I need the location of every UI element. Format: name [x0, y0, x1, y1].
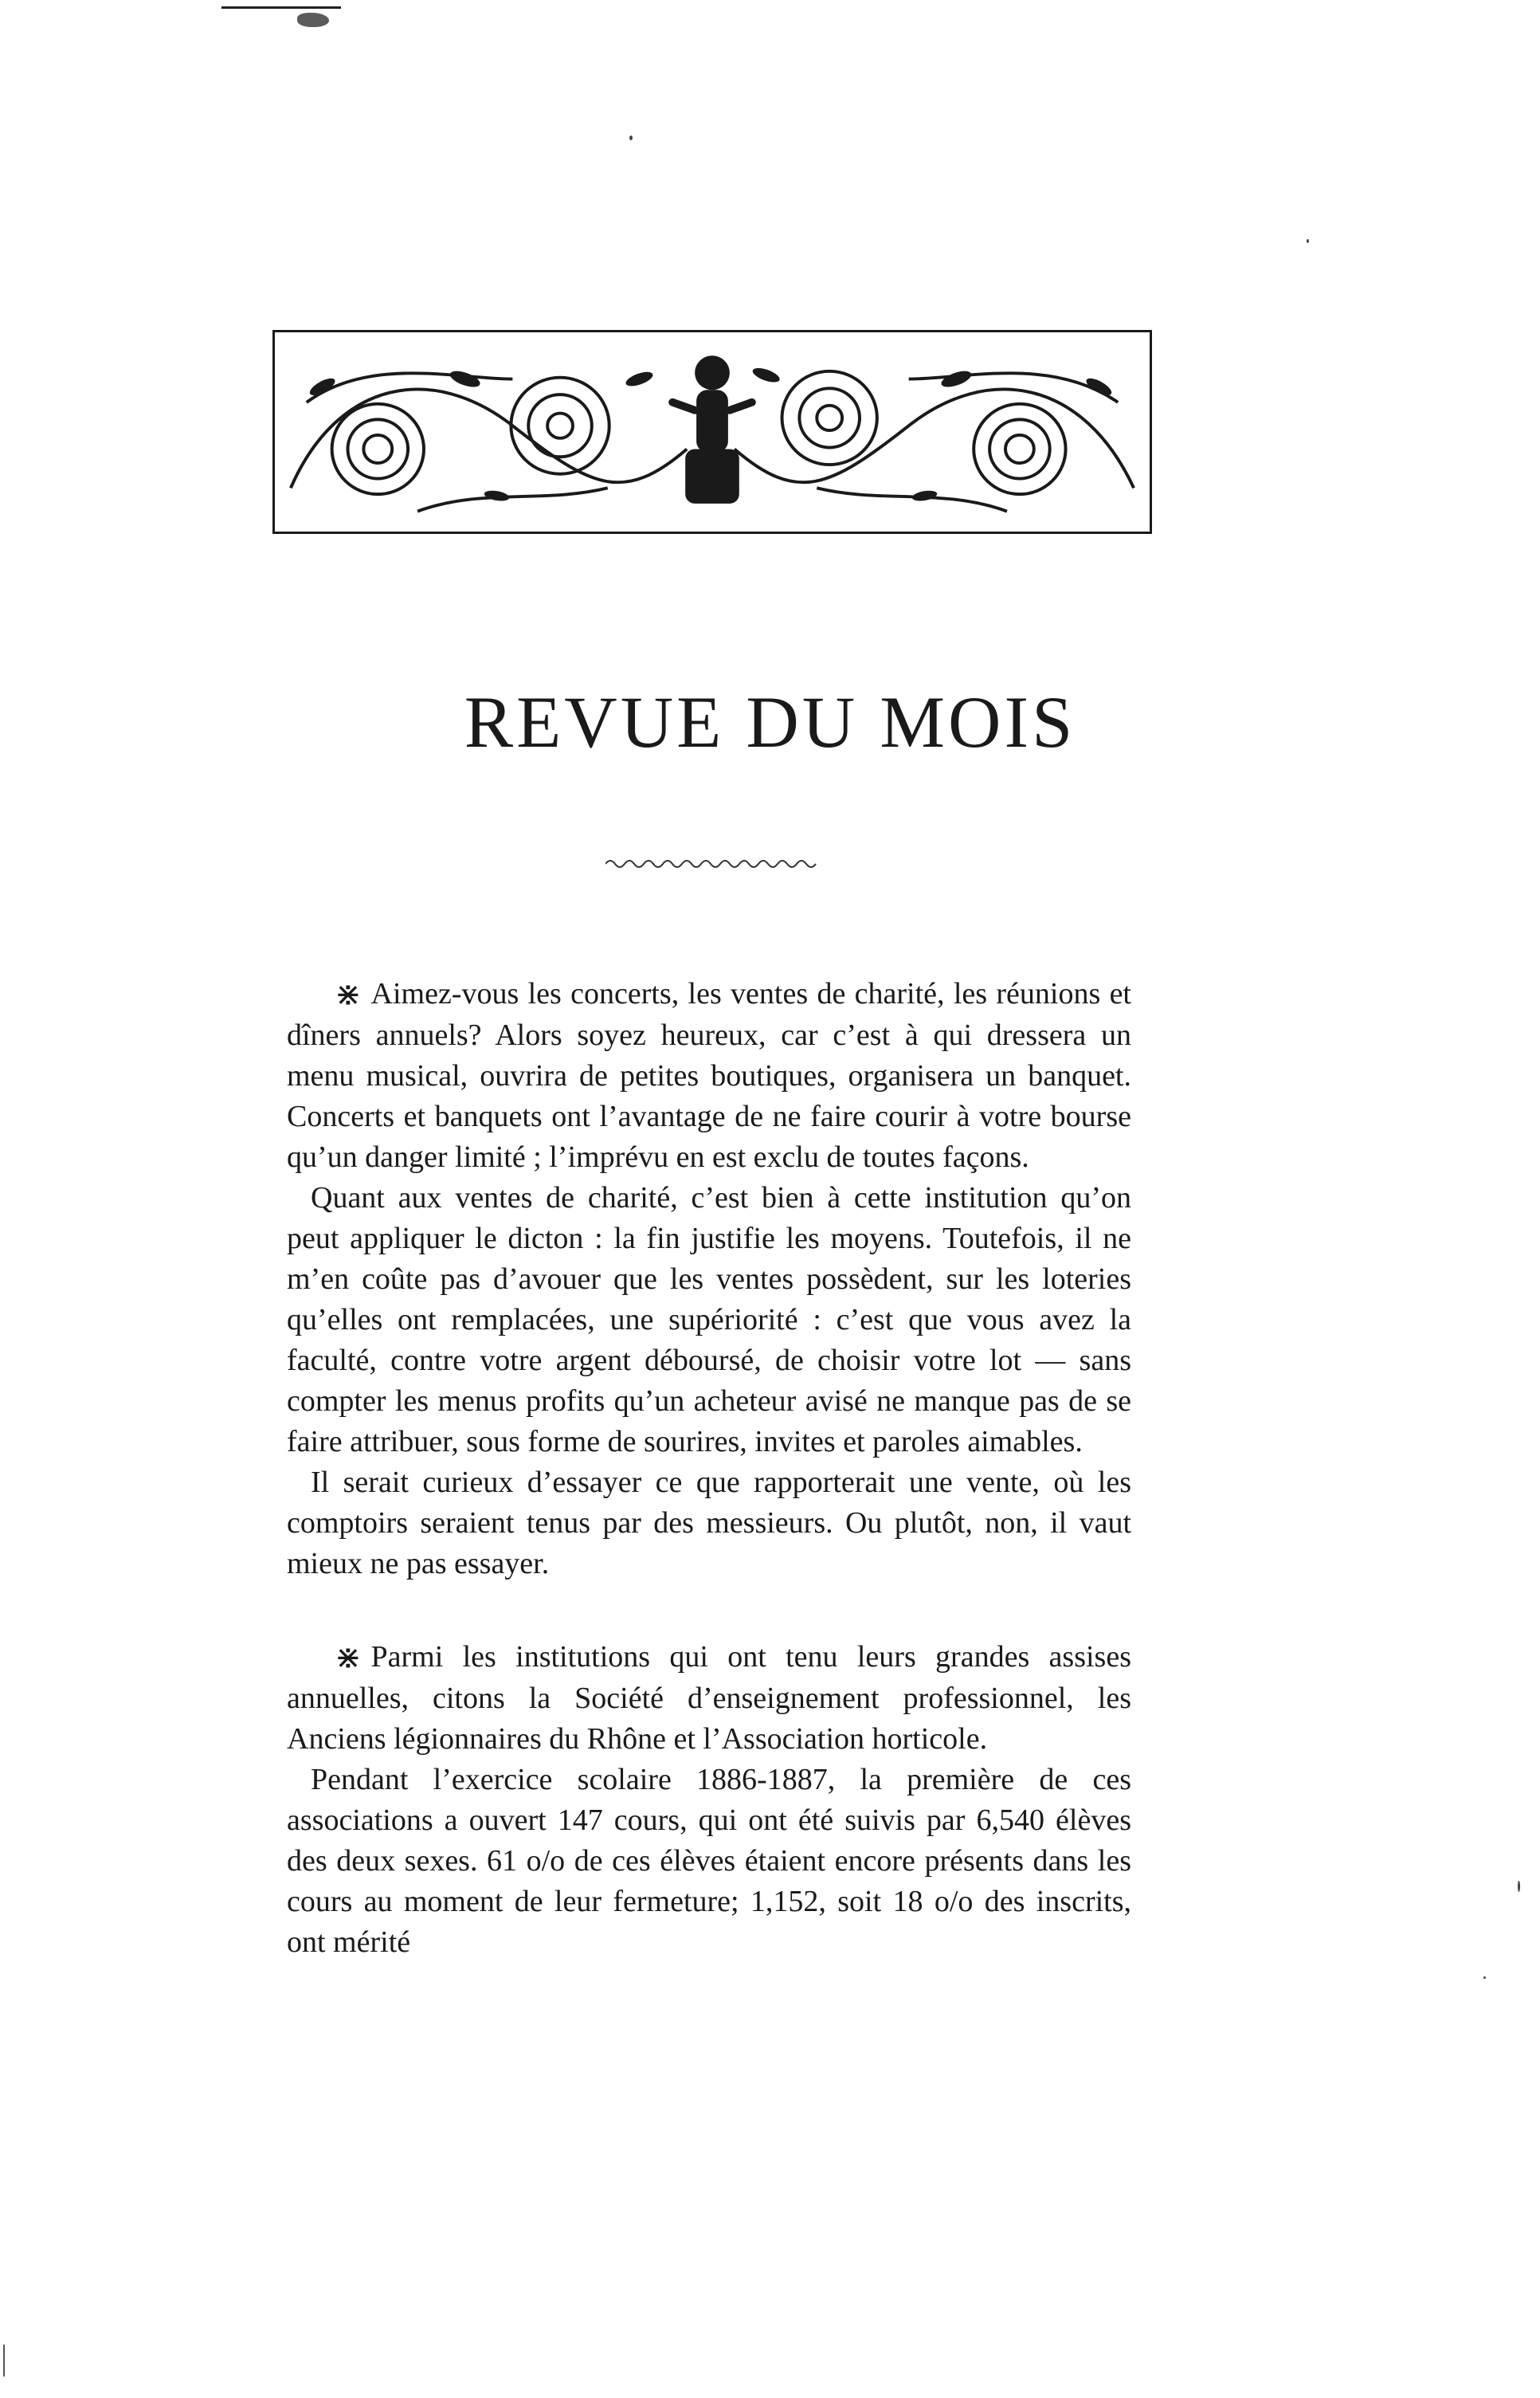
- ink-speck: [1307, 239, 1309, 243]
- paragraph: ⋇ Aimez-vous les concerts, les ventes de charité, les réunions et dîners annuels? Alors soyez heureux, car c’est à qui dressera un menu musical, ouvrira de petites boutiques, organisera un banquet. Concerts et banquets ont l’avantage de ne faire courir à votre bourse qu’un danger limité ; l’imprévu en est exclu de toutes façons.: [287, 976, 1131, 1174]
- paragraph: Il serait curieux d’essayer ce que rapporterait une vente, où les comptoirs seraient tenus par des messieurs. Ou plutôt, non, il vaut mieux ne pas essayer.: [287, 1466, 1131, 1580]
- ornamental-headpiece: [272, 330, 1152, 534]
- asterism-icon: ⋇: [335, 1639, 362, 1676]
- paragraph: Quant aux ventes de charité, c’est bien à cette institution qu’on peut appliquer le dicton : la fin justifie les moyens. Toutefois, il ne m’en coûte pas d’avouer que les ventes possèdent, sur les loteries qu’elles ont remplacées, une supériorité : c’est que vous avez la faculté, contre votre argent déboursé, de choisir votre lot — sans compter les menus profits qu’un acheteur avisé ne manque pas de se faire attribuer, sous forme de sourires, invites et paroles aimables.: [287, 1181, 1131, 1458]
- ink-speck: [629, 135, 633, 140]
- page-title: REVUE DU MOIS: [464, 681, 1076, 763]
- article-body: [287, 974, 1131, 1963]
- scrollwork-ornament-icon: [275, 332, 1150, 532]
- paragraph: Pendant l’exercice scolaire 1886-1887, la première de ces associations a ouvert 147 cours, qui ont été suivis par 6,540 élèves des deux sexes. 61 o/o de ces élèves étaient encore présents dans les cours au moment de leur fermeture; 1,152, soit 18 o/o des inscrits, ont mérité: [287, 1763, 1131, 1959]
- margin-mark: [3, 2345, 5, 2376]
- paragraph: ⋇ Parmi les institutions qui ont tenu leurs grandes assises annuelles, citons la Société d’enseignement professionnel, les Anciens légionnaires du Rhône et l’Association horticole.: [287, 1639, 1131, 1756]
- ink-speck: [1518, 1881, 1520, 1892]
- scan-artifact: [221, 5, 349, 13]
- section-gap: [287, 1584, 1131, 1637]
- ink-speck: [1483, 1976, 1486, 1979]
- asterism-icon: ⋇: [335, 976, 362, 1013]
- wavy-divider-icon: [605, 858, 817, 870]
